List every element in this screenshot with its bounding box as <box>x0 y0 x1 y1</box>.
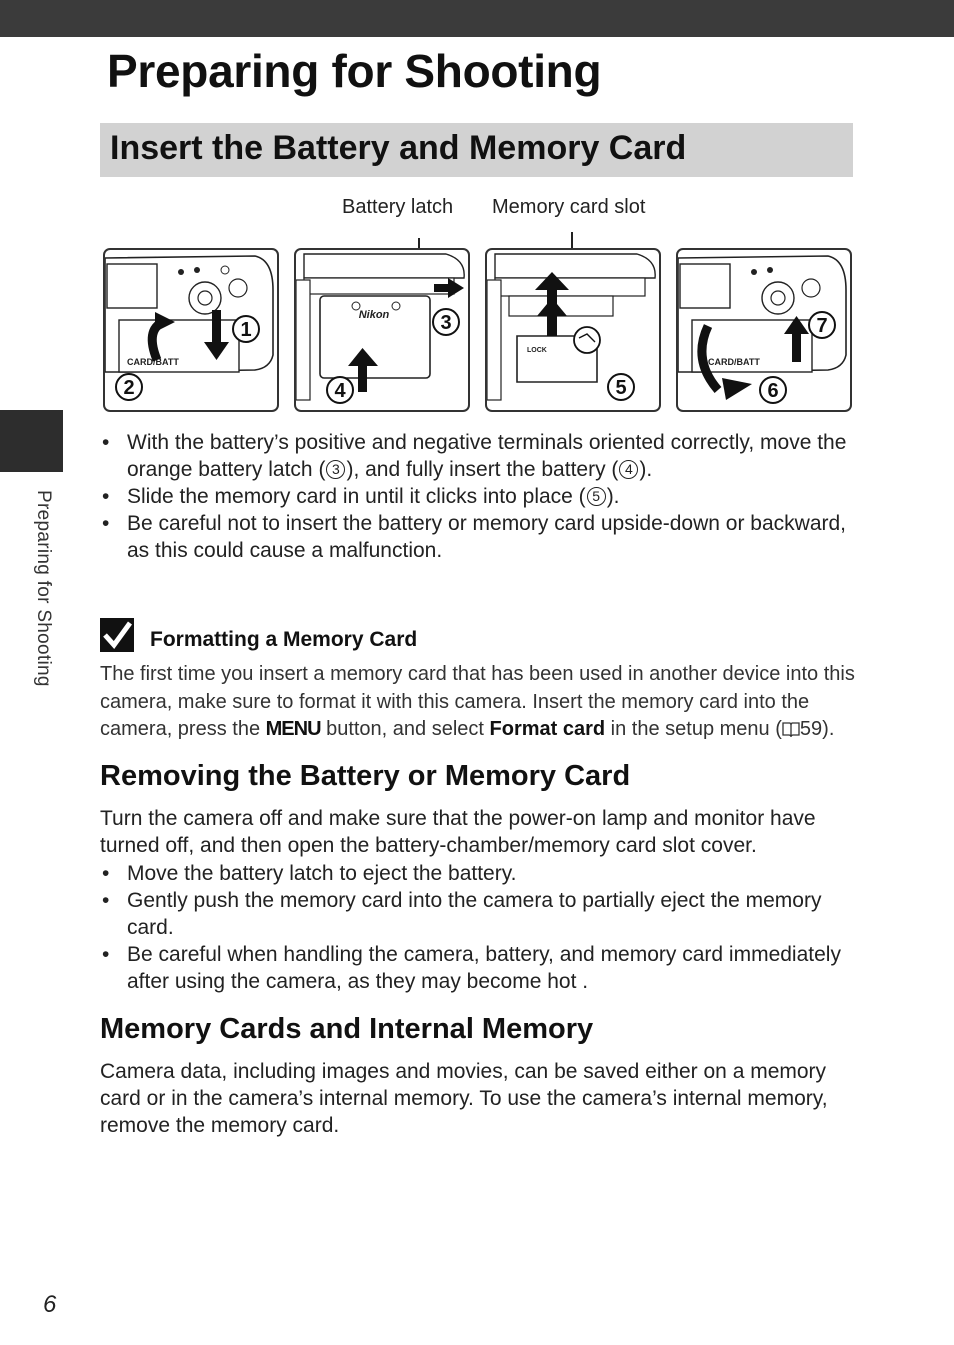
step-6-label: 6 <box>767 380 779 402</box>
svg-text:CARD/BATT: CARD/BATT <box>127 357 179 367</box>
step-7-label: 7 <box>816 315 828 337</box>
removing-intro: Turn the camera off and make sure that the power-on lamp and monitor have turned off, and then open the battery-chamber/memory card slot cover. <box>100 807 816 857</box>
list-item: • Gently push the memory card into the camera to partially eject the memory card. <box>100 887 855 941</box>
section-heading-band <box>100 123 853 177</box>
section-title-memory: Memory Cards and Internal Memory <box>100 1013 594 1045</box>
removing-instructions-list <box>100 860 855 995</box>
figure-panel-2 <box>294 248 470 412</box>
menu-button-glyph: MENU <box>265 718 321 740</box>
memory-body: Camera data, including images and movies, can be saved either on a memory card or in the camera’s internal memory. To use the camera’s internal memory, remove the memory card. <box>100 1060 828 1137</box>
chapter-side-label: Preparing for Shooting <box>33 490 54 687</box>
memory-card-insert-illustration <box>487 250 659 410</box>
top-header-bar <box>0 0 954 37</box>
camera-bottom-illustration-2 <box>678 250 850 410</box>
insert-instructions-list <box>100 429 855 564</box>
step-2-label: 2 <box>123 377 135 399</box>
section-title-insert: Insert the Battery and Memory Card <box>110 129 687 167</box>
figure-panel-4 <box>676 248 852 412</box>
check-icon <box>100 618 134 652</box>
battery-insert-illustration <box>296 250 468 410</box>
figure-panel-1 <box>103 248 279 412</box>
list-item: • Slide the memory card in until it clicks into place ( 5 ). <box>100 483 855 510</box>
callout-battery-latch: Battery latch <box>342 196 454 218</box>
page-number: 6 <box>43 1291 57 1318</box>
format-card-term: Format card <box>489 718 606 740</box>
book-icon <box>782 718 800 734</box>
list-item: • Be careful not to insert the battery or memory card upside-down or backward, as this could cause a malfunction. <box>100 510 855 564</box>
cover-card-batt-text: CARD/BATT <box>708 357 760 367</box>
step-4-label: 4 <box>334 380 346 402</box>
callout-memory-card-slot: Memory card slot <box>492 196 646 218</box>
figure-panel-3 <box>485 248 661 412</box>
camera-bottom-illustration-1 <box>105 250 277 410</box>
list-item: • Move the battery latch to eject the battery. <box>100 860 855 887</box>
card-lock-text: LOCK <box>527 347 547 354</box>
list-item: • Be careful when handling the camera, battery, and memory card immediately after using the camera, as they may become hot . <box>100 941 855 995</box>
list-item: • With the battery’s positive and negative terminals oriented correctly, move the orange battery latch ( 3 ), and fully insert the battery ( 4 ). <box>100 429 855 483</box>
page-title: Preparing for Shooting <box>107 45 602 97</box>
note-title: Formatting a Memory Card <box>150 628 418 651</box>
chapter-tab-marker <box>0 410 63 472</box>
battery-brand-text: Nikon <box>358 309 390 321</box>
section-title-removing: Removing the Battery or Memory Card <box>100 760 631 792</box>
step-5-label: 5 <box>615 377 627 399</box>
step-3-label: 3 <box>440 312 452 334</box>
step-1-label: 1 <box>240 319 252 341</box>
note-body: The first time you insert a memory card that has been used in another device into this camera, make sure to format it with this camera. Insert the memory card into the camera, press the MENU button, and select Format card in the setup menu ( 59). <box>100 663 855 740</box>
